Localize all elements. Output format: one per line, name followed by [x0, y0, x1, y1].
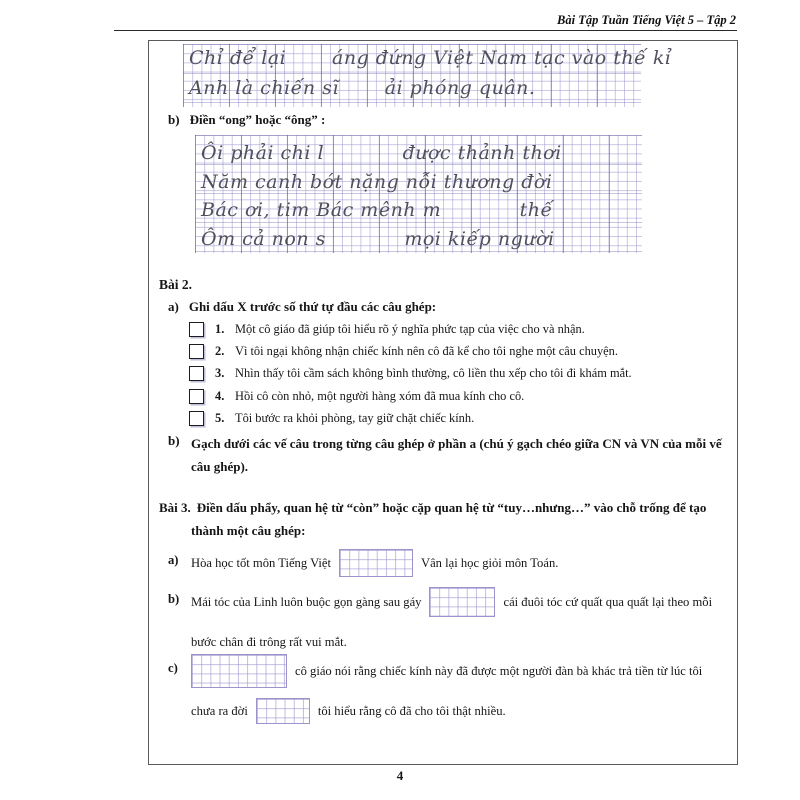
- item-text-after: cái đuôi tóc cứ quất qua quất lại theo mỗi bước chân đi trông rất vui mắt.: [191, 595, 713, 649]
- fill-in-box[interactable]: [191, 654, 287, 688]
- exercise2-title: Bài 2.: [159, 277, 193, 292]
- exercise3-heading: [159, 496, 741, 542]
- exercise3-item-b: [168, 582, 728, 662]
- checkbox[interactable]: [189, 366, 204, 381]
- checkbox[interactable]: [189, 389, 204, 404]
- item-text-before: Hòa học tốt môn Tiếng Việt: [191, 556, 331, 570]
- page-number: 4: [396, 768, 404, 783]
- exercise3-item-c: [168, 651, 728, 731]
- sentence-checklist: [189, 318, 734, 429]
- checkbox[interactable]: [189, 344, 204, 359]
- item-text-before: Mái tóc của Linh luôn buộc gọn gàng sau gáy: [191, 595, 422, 609]
- exercise3-item-a: [168, 543, 728, 583]
- section-b-label: b): [168, 112, 180, 127]
- exercise2a-heading: [168, 299, 436, 315]
- handwriting-line: Ôm cả non s mọi kiếp người: [201, 228, 555, 250]
- item-label: c): [168, 661, 178, 675]
- exercise3-instruction: Điền dấu phẩy, quan hệ từ “còn” hoặc cặp quan hệ từ “tuy…nhưng…” vào chỗ trống để tạo thành một câu ghép:: [191, 500, 707, 538]
- item-text: Vì tôi ngại không nhận chiếc kính nên cô đã kể cho tôi nghe một câu chuyện.: [235, 343, 618, 358]
- item-text-after: Vân lại học giỏi môn Toán.: [421, 556, 559, 570]
- section-b-heading: [168, 112, 325, 128]
- item-label: b): [168, 592, 180, 606]
- handwriting-line: Chỉ để lại áng đứng Việt Nam tạc vào thế kỉ: [189, 47, 672, 69]
- handwriting-line: Bác ơi, tim Bác mênh m thế: [201, 199, 553, 221]
- writing-grid-top[interactable]: [183, 44, 672, 107]
- checklist-row: [189, 318, 734, 340]
- checklist-row: [189, 363, 734, 385]
- checklist-row: [189, 340, 734, 362]
- item-text: Tôi bước ra khỏi phòng, tay giữ chặt chiếc kính.: [235, 410, 475, 425]
- handwriting-line: Năm canh bớt nặng nỗi thương đời: [201, 171, 553, 193]
- item-text-after: tôi hiểu rằng cô đã cho tôi thật nhiều.: [317, 704, 506, 718]
- item-text: Một cô giáo đã giúp tôi hiểu rõ ý nghĩa phức tạp của việc cho và nhận.: [235, 321, 585, 336]
- item-number: 1.: [215, 321, 225, 336]
- checkbox[interactable]: [189, 411, 204, 426]
- section-b-text: Điền “ong” hoặc “ông” :: [189, 112, 326, 127]
- item-number: 2.: [215, 343, 225, 358]
- item-label: a): [168, 553, 179, 567]
- item-text: Nhìn thấy tôi cầm sách không bình thường, cô liền thu xếp cho tôi đi khám mắt.: [235, 366, 632, 381]
- item-number: 4.: [215, 388, 225, 403]
- exercise2a-text: Ghi dấu X trước số thứ tự đầu các câu ghép:: [188, 299, 437, 314]
- exercise2a-label: a): [168, 299, 179, 314]
- exercise2b-text: Gạch dưới các vế câu trong từng câu ghép ở phần a (chú ý gạch chéo giữa CN và VN của mỗi vế câu ghép).: [191, 436, 722, 474]
- checklist-row: [189, 407, 734, 429]
- header-divider: [114, 30, 737, 31]
- fill-in-box[interactable]: [339, 549, 413, 577]
- writing-grid-ong[interactable]: [195, 135, 642, 253]
- item-text-middle: cô giáo nói rằng chiếc kính này đã được một người đàn bà khác trả tiền từ lúc tôi chưa ra đời: [191, 664, 703, 718]
- exercise2b-label: b): [168, 433, 180, 448]
- page-frame: [148, 40, 738, 765]
- item-number: 5.: [215, 410, 225, 425]
- page-header-title: Bài Tập Tuần Tiếng Việt 5 – Tập 2: [557, 13, 736, 27]
- handwriting-line: Ôi phải chi l được thảnh thơi: [201, 142, 562, 164]
- exercise3-title: Bài 3.: [159, 500, 191, 515]
- fill-in-box[interactable]: [256, 698, 310, 724]
- exercise2b-instruction: [168, 433, 728, 478]
- checkbox[interactable]: [189, 322, 204, 337]
- checklist-row: [189, 385, 734, 407]
- item-number: 3.: [215, 366, 225, 381]
- item-text: Hồi cô còn nhỏ, một người hàng xóm đã mua kính cho cô.: [235, 388, 525, 403]
- fill-in-box[interactable]: [429, 587, 495, 617]
- handwriting-line: Anh là chiến sĩ ải phóng quân.: [189, 77, 536, 99]
